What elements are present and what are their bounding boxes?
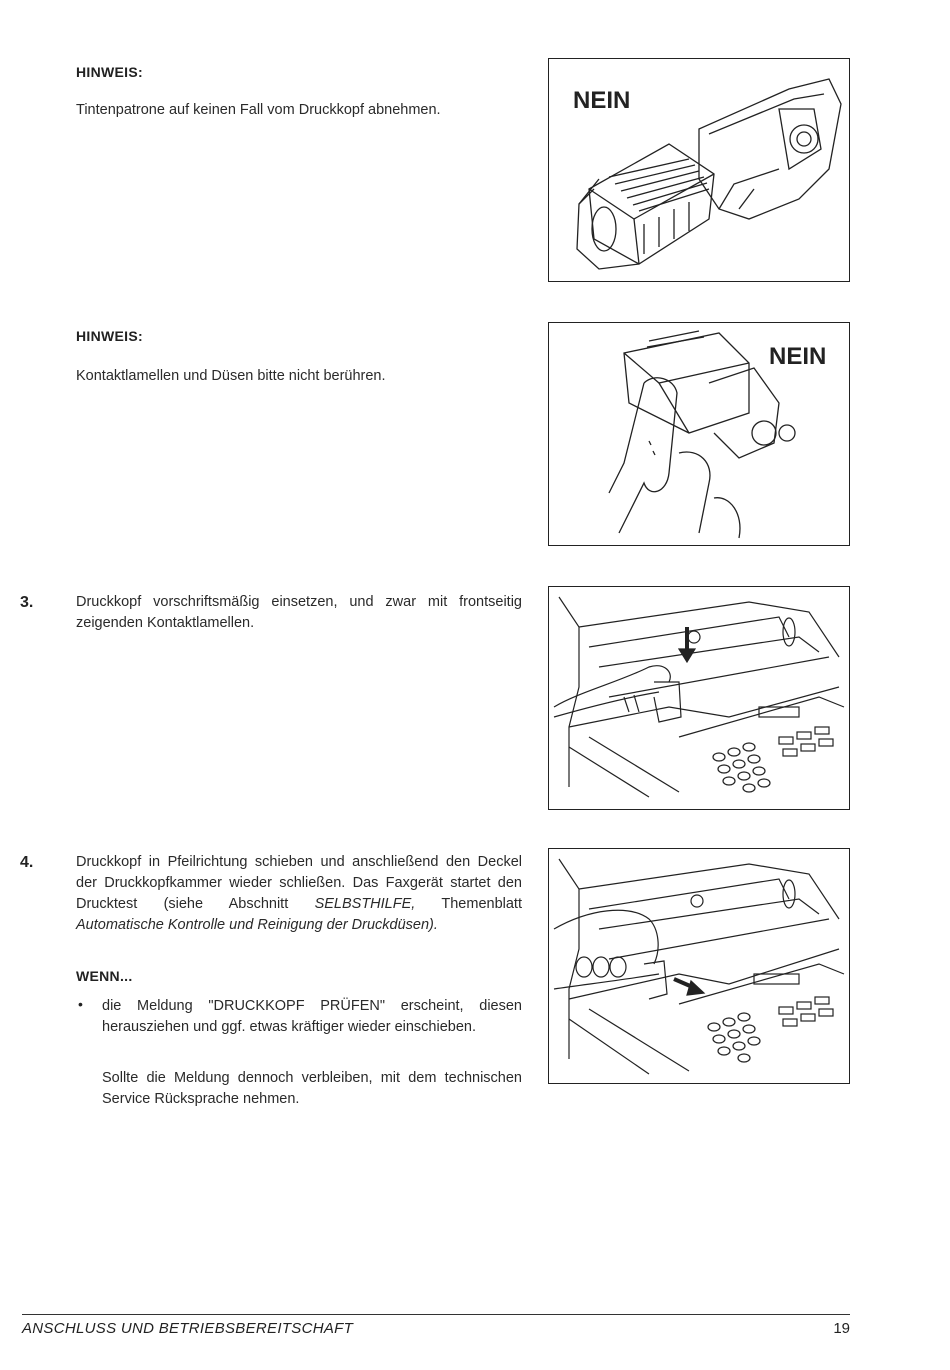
footer-rule bbox=[22, 1314, 850, 1315]
note-1-heading: HINWEIS: bbox=[76, 64, 143, 80]
nein-label: NEIN bbox=[769, 343, 827, 370]
nein-label: NEIN bbox=[573, 87, 631, 114]
step-4-text-c: Themenblatt bbox=[415, 896, 522, 912]
fax-insert-illustration bbox=[549, 587, 849, 809]
figure-insert-printhead bbox=[548, 586, 850, 810]
step-4-text bbox=[76, 852, 522, 936]
bullet-text: die Meldung "DRUCKKOPF PRÜFEN" erscheint, diesen herausziehen und ggf. etwas kräftiger wieder einschieben. bbox=[102, 998, 522, 1035]
step-4-text-a: Druckkopf in Pfeilrichtung schieben und anschließend den Deckel der Druckkopfkammer wieder schließen. Das Faxgerät startet den Drucktest (siehe Abschnitt bbox=[76, 854, 522, 912]
note-1-text: Tintenpatrone auf keinen Fall vom Druckkopf abnehmen. bbox=[76, 102, 441, 118]
condition-heading: WENN... bbox=[76, 968, 133, 984]
footer-section-title: ANSCHLUSS UND BETRIEBSBEREITSCHAFT bbox=[22, 1320, 354, 1337]
note-2-text: Kontaktlamellen und Düsen bitte nicht berühren. bbox=[76, 368, 386, 384]
figure-cartridge-removal bbox=[548, 58, 850, 282]
step-4-number: 4. bbox=[20, 854, 34, 871]
bullet-marker: • bbox=[78, 996, 83, 1012]
selbsthilfe-ref: SELBSTHILFE, bbox=[314, 896, 416, 912]
figure-touch-contacts bbox=[548, 322, 850, 546]
themenblatt-ref: Automatische Kontrolle und Reinigung der Druckdüsen). bbox=[76, 917, 438, 933]
page-number: 19 bbox=[833, 1320, 850, 1337]
step-3-number: 3. bbox=[20, 594, 34, 611]
step-3-text: Druckkopf vorschriftsmäßig einsetzen, und zwar mit frontseitig zeigenden Kontaktlamellen. bbox=[76, 594, 522, 631]
figure-push-printhead bbox=[548, 848, 850, 1084]
note-2-heading: HINWEIS: bbox=[76, 328, 143, 344]
fax-push-illustration bbox=[549, 849, 849, 1083]
followup-text: Sollte die Meldung dennoch verbleiben, mit dem technischen Service Rücksprache nehmen. bbox=[102, 1070, 522, 1107]
